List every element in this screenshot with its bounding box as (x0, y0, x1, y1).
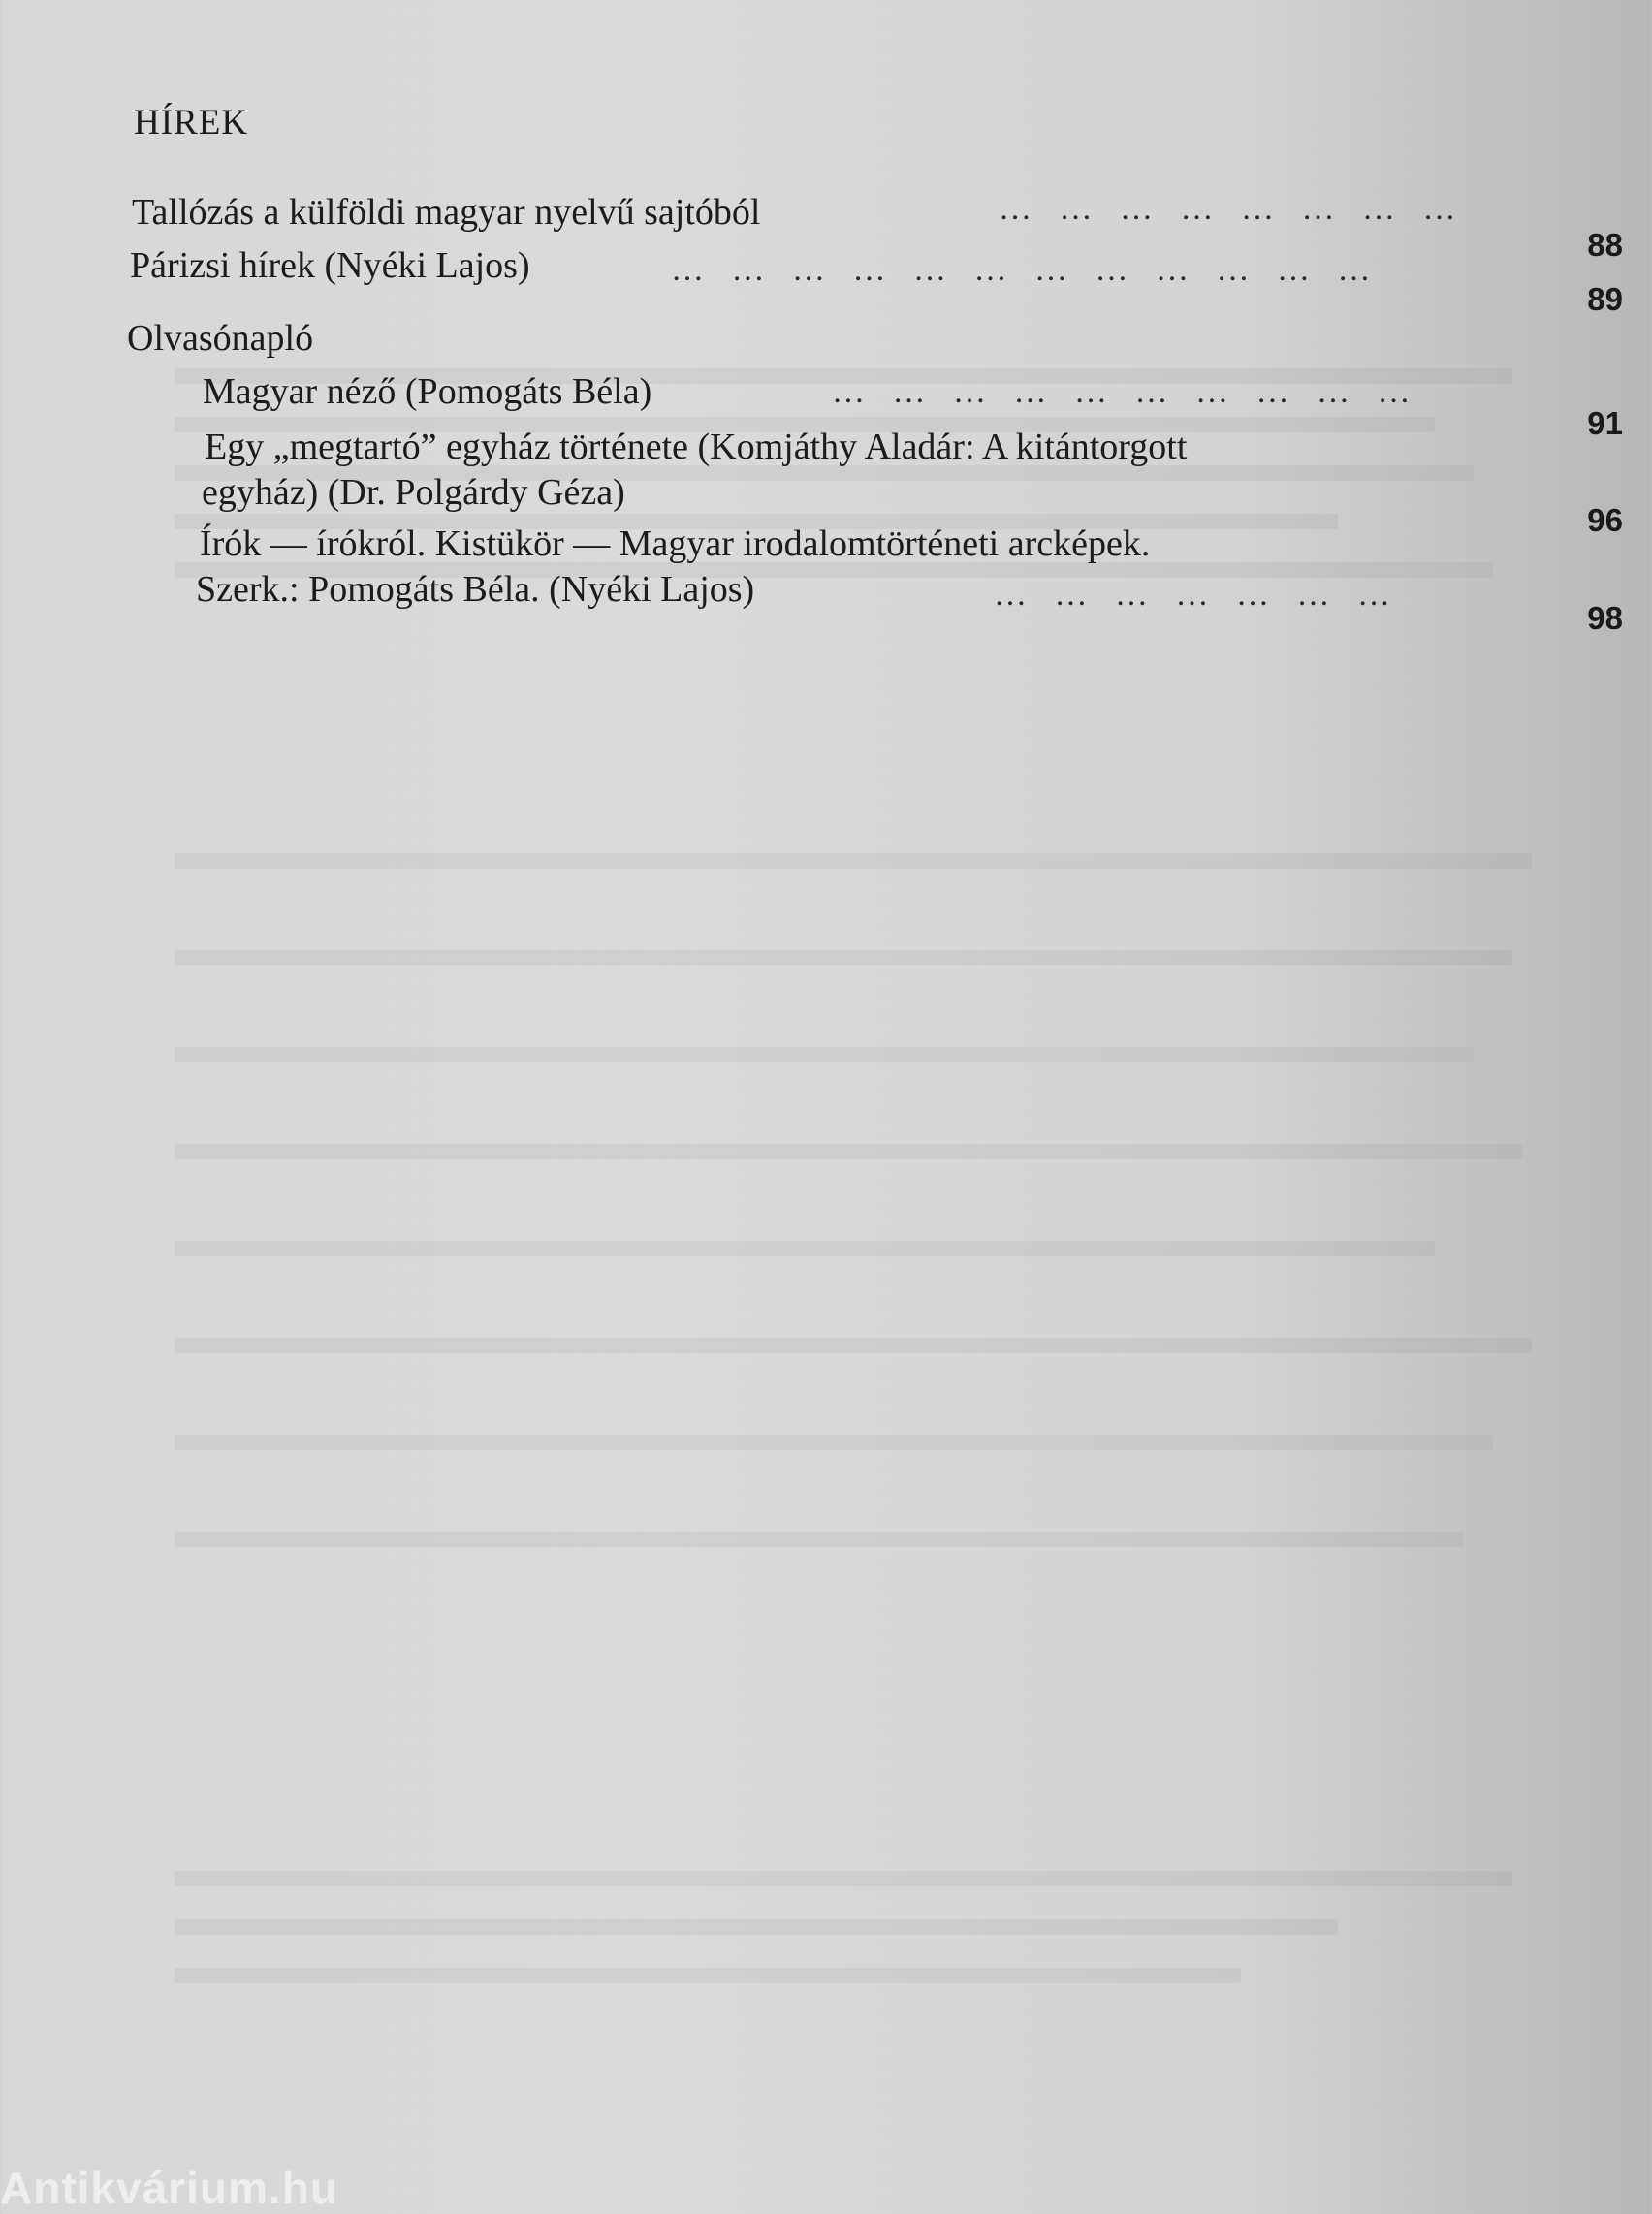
toc-entry-title-line2: egyház) (Dr. Polgárdy Géza) (202, 472, 625, 513)
toc-entry-page: 88 (1587, 227, 1623, 263)
toc-entry-page: 89 (1587, 281, 1623, 317)
dot-leader: … … … … … … … (994, 577, 1400, 613)
dot-leader: … … … … … … … … (999, 191, 1466, 227)
toc-entry-title: Párizsi hírek (Nyéki Lajos) (130, 245, 530, 286)
toc-entry-title-line1: Írók — írókról. Kistükör — Magyar irodalomtörténeti arcképek. (200, 523, 1151, 564)
subsection-label: Olvasónapló (127, 318, 314, 359)
dot-leader: … … … … … … … … … … (832, 374, 1420, 410)
toc-entry-title-line1: Egy „megtartó” egyház története (Komjáthy Aladár: A kitántorgott (205, 427, 1188, 467)
dot-leader: … … … … … … … … … … … … (671, 252, 1381, 288)
toc-entry-page: 98 (1587, 600, 1623, 636)
toc-entry-title-line2: Szerk.: Pomogáts Béla. (Nyéki Lajos) (196, 569, 755, 610)
toc-entry-title: Tallózás a külföldi magyar nyelvű sajtóból (132, 192, 761, 233)
section-heading: HÍREK (134, 103, 249, 142)
toc-entry-page: 91 (1587, 405, 1623, 441)
toc-entry-title: Magyar néző (Pomogáts Béla) (203, 371, 652, 412)
watermark-logo: Antikvárium.hu (0, 2163, 338, 2213)
toc-entry-page: 96 (1587, 502, 1623, 538)
